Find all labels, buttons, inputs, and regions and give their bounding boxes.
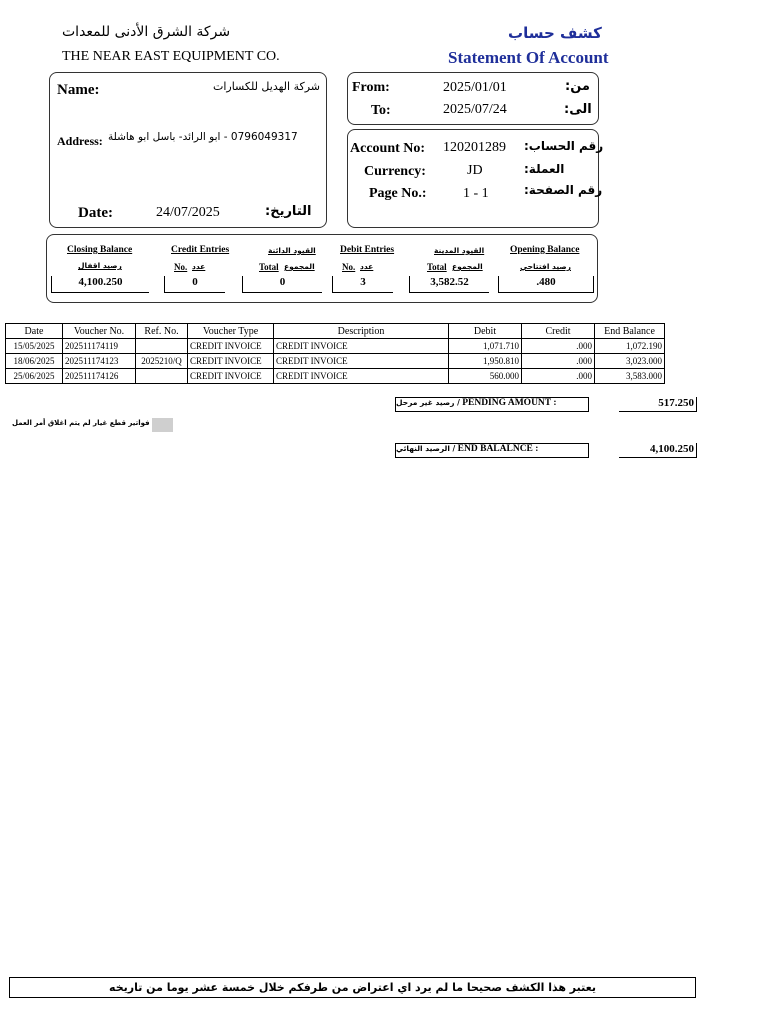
table-row	[6, 369, 665, 384]
pending-amount-label-arabic: رصيد غير مرحل /	[396, 398, 460, 407]
col-header-end-balance: End Balance	[595, 324, 665, 339]
col-header-ref-no: Ref. No.	[136, 324, 188, 339]
debit-no-value: 3	[332, 276, 393, 293]
col-header-voucher-type: Voucher Type	[188, 324, 274, 339]
credit-no-value: 0	[164, 276, 225, 293]
pending-amount-value: 517.250	[619, 397, 697, 412]
cell-debit: 1,950.810	[449, 354, 522, 369]
account-no-label-arabic: رقم الحساب:	[524, 139, 604, 153]
name-label: Name:	[57, 82, 100, 98]
page-no-label: Page No.:	[369, 186, 427, 201]
cell-description: CREDIT INVOICE	[274, 369, 449, 384]
table-header-row	[6, 324, 665, 339]
cell-voucher-type: CREDIT INVOICE	[188, 339, 274, 354]
debit-total-value: 3,582.52	[409, 276, 489, 293]
cell-date: 25/06/2025	[6, 369, 63, 384]
opening-balance-label: Opening Balance	[510, 245, 580, 255]
credit-no-label-arabic: عدد	[192, 262, 206, 271]
opening-balance-value: .480	[498, 276, 594, 293]
pending-amount-label: PENDING AMOUNT :	[462, 398, 557, 408]
cell-ref-no: 2025210/Q	[136, 354, 188, 369]
transactions-table	[5, 323, 665, 384]
cell-debit: 1,071.710	[449, 339, 522, 354]
credit-no-label: No.	[174, 262, 188, 272]
cell-voucher-no: 202511174119	[63, 339, 136, 354]
from-label-arabic: من:	[565, 79, 590, 94]
company-name-arabic: شركة الشرق الأدنى للمعدات	[62, 24, 231, 40]
cell-voucher-type: CREDIT INVOICE	[188, 369, 274, 384]
cell-date: 18/06/2025	[6, 354, 63, 369]
cell-end-balance: 1,072.190	[595, 339, 665, 354]
cell-date: 15/05/2025	[6, 339, 63, 354]
credit-entries-label-arabic: القيود الدائنة	[268, 246, 316, 255]
cell-end-balance: 3,583.000	[595, 369, 665, 384]
currency: JD	[467, 163, 483, 178]
page-no: 1 - 1	[463, 186, 489, 201]
currency-label-arabic: العملة:	[524, 162, 565, 176]
end-balance-label: END BALALNCE :	[457, 444, 539, 454]
col-header-credit: Credit	[522, 324, 595, 339]
account-no: 120201289	[443, 140, 506, 155]
closing-balance-value: 4,100.250	[51, 276, 149, 293]
cell-credit: .000	[522, 369, 595, 384]
date-label: Date:	[78, 205, 113, 221]
debit-entries-label: Debit Entries	[340, 245, 395, 255]
col-header-description: Description	[274, 324, 449, 339]
cell-voucher-no: 202511174126	[63, 369, 136, 384]
legend-swatch	[152, 418, 173, 432]
cell-voucher-no: 202511174123	[63, 354, 136, 369]
opening-balance-label-arabic: رصيد افتتاحي	[520, 262, 571, 271]
legend-text: فواتير قطع غيار لم يتم اغلاق أمر العمل	[12, 419, 150, 427]
end-balance-label-box	[395, 443, 589, 458]
debit-total-label: Total	[427, 262, 447, 272]
cell-credit: .000	[522, 354, 595, 369]
end-balance-label-arabic: الرصيد النهائي /	[396, 444, 456, 453]
col-header-voucher-no: Voucher No.	[63, 324, 136, 339]
cell-description: CREDIT INVOICE	[274, 339, 449, 354]
from-date: 2025/01/01	[443, 80, 507, 95]
to-date: 2025/07/24	[443, 102, 507, 117]
to-label: To:	[371, 103, 391, 118]
cell-debit: 560.000	[449, 369, 522, 384]
cell-description: CREDIT INVOICE	[274, 354, 449, 369]
from-label: From:	[352, 80, 390, 95]
table-row	[6, 354, 665, 369]
debit-no-label-arabic: عدد	[360, 262, 374, 271]
cell-voucher-type: CREDIT INVOICE	[188, 354, 274, 369]
account-no-label: Account No:	[350, 141, 426, 156]
currency-label: Currency:	[364, 164, 426, 179]
debit-entries-label-arabic: القيود المدينة	[434, 246, 485, 255]
footer-note: يعتبر هذا الكشف صحيحا ما لم يرد اي اعتراض من طرفكم خلال خمسة عشر يوما من تاريخه	[9, 977, 696, 998]
customer-name: شركة الهديل للكسارات	[212, 80, 320, 93]
page-no-label-arabic: رقم الصفحة:	[524, 183, 603, 197]
date-label-arabic: التاريخ:	[265, 204, 312, 219]
cell-end-balance: 3,023.000	[595, 354, 665, 369]
pending-amount-label-box	[395, 397, 589, 412]
cell-ref-no	[136, 369, 188, 384]
company-name-english: THE NEAR EAST EQUIPMENT CO.	[62, 49, 280, 64]
title-arabic: كشف حساب	[508, 24, 602, 42]
credit-total-value: 0	[242, 276, 322, 293]
debit-no-label: No.	[342, 262, 356, 272]
credit-total-label-arabic: المجموع	[284, 262, 315, 271]
cell-ref-no	[136, 339, 188, 354]
col-header-date: Date	[6, 324, 63, 339]
statement-date: 24/07/2025	[156, 205, 220, 220]
end-balance-value: 4,100.250	[619, 443, 697, 458]
col-header-debit: Debit	[449, 324, 522, 339]
closing-balance-label-arabic: رصيد اقفال	[78, 261, 122, 270]
credit-total-label: Total	[259, 262, 279, 272]
address-label: Address:	[57, 134, 103, 148]
to-label-arabic: الى:	[564, 102, 592, 117]
table-row	[6, 339, 665, 354]
title-english: Statement Of Account	[448, 48, 609, 67]
closing-balance-label: Closing Balance	[67, 245, 133, 255]
cell-credit: .000	[522, 339, 595, 354]
customer-address: 0796049317 - ابو الرائد- باسل ابو هاشلة	[108, 131, 298, 143]
credit-entries-label: Credit Entries	[171, 245, 230, 255]
debit-total-label-arabic: المجموع	[452, 262, 483, 271]
